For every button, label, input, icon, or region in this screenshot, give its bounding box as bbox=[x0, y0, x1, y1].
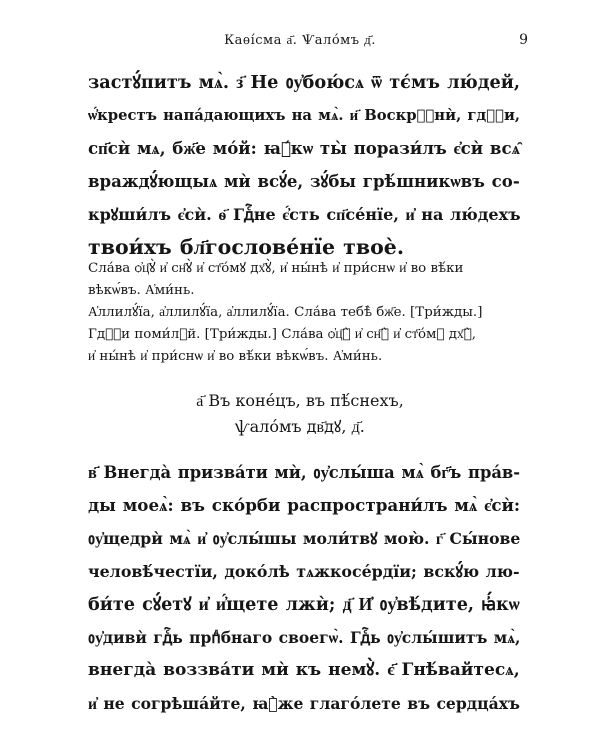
text-line: застꙋ́питъ мѧ̀. з҃ Не ᲂу҆бою́сѧ ѿ тє́мъ лю́дей, bbox=[88, 72, 521, 93]
doxology-line: Сла́ва ѻ҆ц҃ꙋ̀ и҆ сн҃ꙋ̀ и҆ ст҃о́мꙋ дх҃ꙋ̀, и҆ ны́нѣ и҆ при́снѡ и҆ во вѣ́ки bbox=[88, 261, 464, 276]
psalm-title-line-1: а҃ Въ коне́цъ, въ пѣ́снехъ, bbox=[196, 391, 404, 410]
doxology-block bbox=[88, 258, 528, 368]
text-line: крꙋши́лъ є҆сѝ. ѳ҃ Гдⷭ҇не є҆́сть сп҃се́нїе, и҆ на лю́дехъ bbox=[88, 205, 521, 224]
doxology-line: вѣкѡ́въ. А҆ми́нь. bbox=[88, 283, 195, 298]
text-line: ᲂу҆дивѝ гдⷭ҇ь прпⷣбнаго своегѡ̀. Гдⷭ҇ь ᲂу҆слы́шитъ мѧ̀, bbox=[88, 628, 521, 647]
text-line: в҃ Внегда̀ призва́ти мѝ, ᲂу҆слы́ша мѧ̀ бг҃ъ пра́в- bbox=[88, 463, 521, 482]
text-line: твои́хъ бл҃гослове́нїе твоѐ. bbox=[88, 235, 404, 259]
text-line: враждꙋ́ющыѧ мѝ всꙋ́е, зꙋ́бы грѣ́шникѡвъ со- bbox=[88, 171, 520, 191]
text-line: ѡ҆́крестъ напа́дающихъ на мѧ̀. и҃ Воскрⷭ҇нѝ, гдⷭ҇и, bbox=[88, 107, 521, 124]
text-line: сп҃сѝ мѧ, бж҃е мо́й: ꙗ҆́кѡ ты̀ порази́лъ є҆сѝ всѧ̑ bbox=[88, 138, 520, 158]
psalm-text-block-2 bbox=[88, 456, 528, 720]
text-line: ᲂу҆щедрѝ мѧ̀ и҆ ᲂу҆слы́шы моли́твꙋ мою̀. г҃ Сы́нове bbox=[88, 529, 521, 548]
text-line: ды моеѧ̀: въ ско́рби распространи́лъ мѧ̀ є҆сѝ: bbox=[88, 495, 521, 515]
psalm-title-line-2: ѱало́мъ дв҃дꙋ, д҃. bbox=[235, 417, 365, 436]
text-line: и҆ не согрѣша́йте, ꙗ҆̀же глаго́лете въ сердца́хъ bbox=[88, 694, 520, 713]
doxology-line: А҆ллилꙋ́їа, а҆ллилꙋ́їа, а҆ллилꙋ́їа. Сла́ва тебѣ̀ бж҃е. [Три́жды.] bbox=[88, 305, 483, 320]
doxology-line: Гдⷭ҇и поми́лꙋй. [Три́жды.] Сла́ва ѻ҆ц҃ꙋ̀ и҆ сн҃ꙋ̀ и҆ ст҃о́мꙋ дх҃ꙋ̀, bbox=[88, 327, 476, 342]
psalm-title bbox=[0, 388, 600, 440]
text-line: человѣ́честїи, доко́лѣ тѧжкосе́рдїи; вскꙋ́ю лю- bbox=[88, 562, 520, 581]
running-head: Каѳі́сма а҃. Ѱало́мъ д҃. bbox=[224, 33, 376, 48]
text-line: внегда̀ воззва́ти мѝ къ немꙋ̀. є҃ Гнѣ́вайтесѧ, bbox=[88, 660, 520, 680]
page-number: 9 bbox=[519, 32, 528, 48]
page-header bbox=[0, 32, 600, 54]
text-line: би́те сꙋ́етꙋ и҆ и҆́щете лжѝ; д҃ И҆ ᲂу҆вѣ́дите, ꙗ҆́кѡ bbox=[88, 594, 520, 615]
doxology-line: и҆ ны́нѣ и҆ при́снѡ и҆ во вѣ́ки вѣкѡ́въ. А҆ми́нь. bbox=[88, 349, 383, 364]
psalm-text-block-1 bbox=[88, 66, 528, 264]
